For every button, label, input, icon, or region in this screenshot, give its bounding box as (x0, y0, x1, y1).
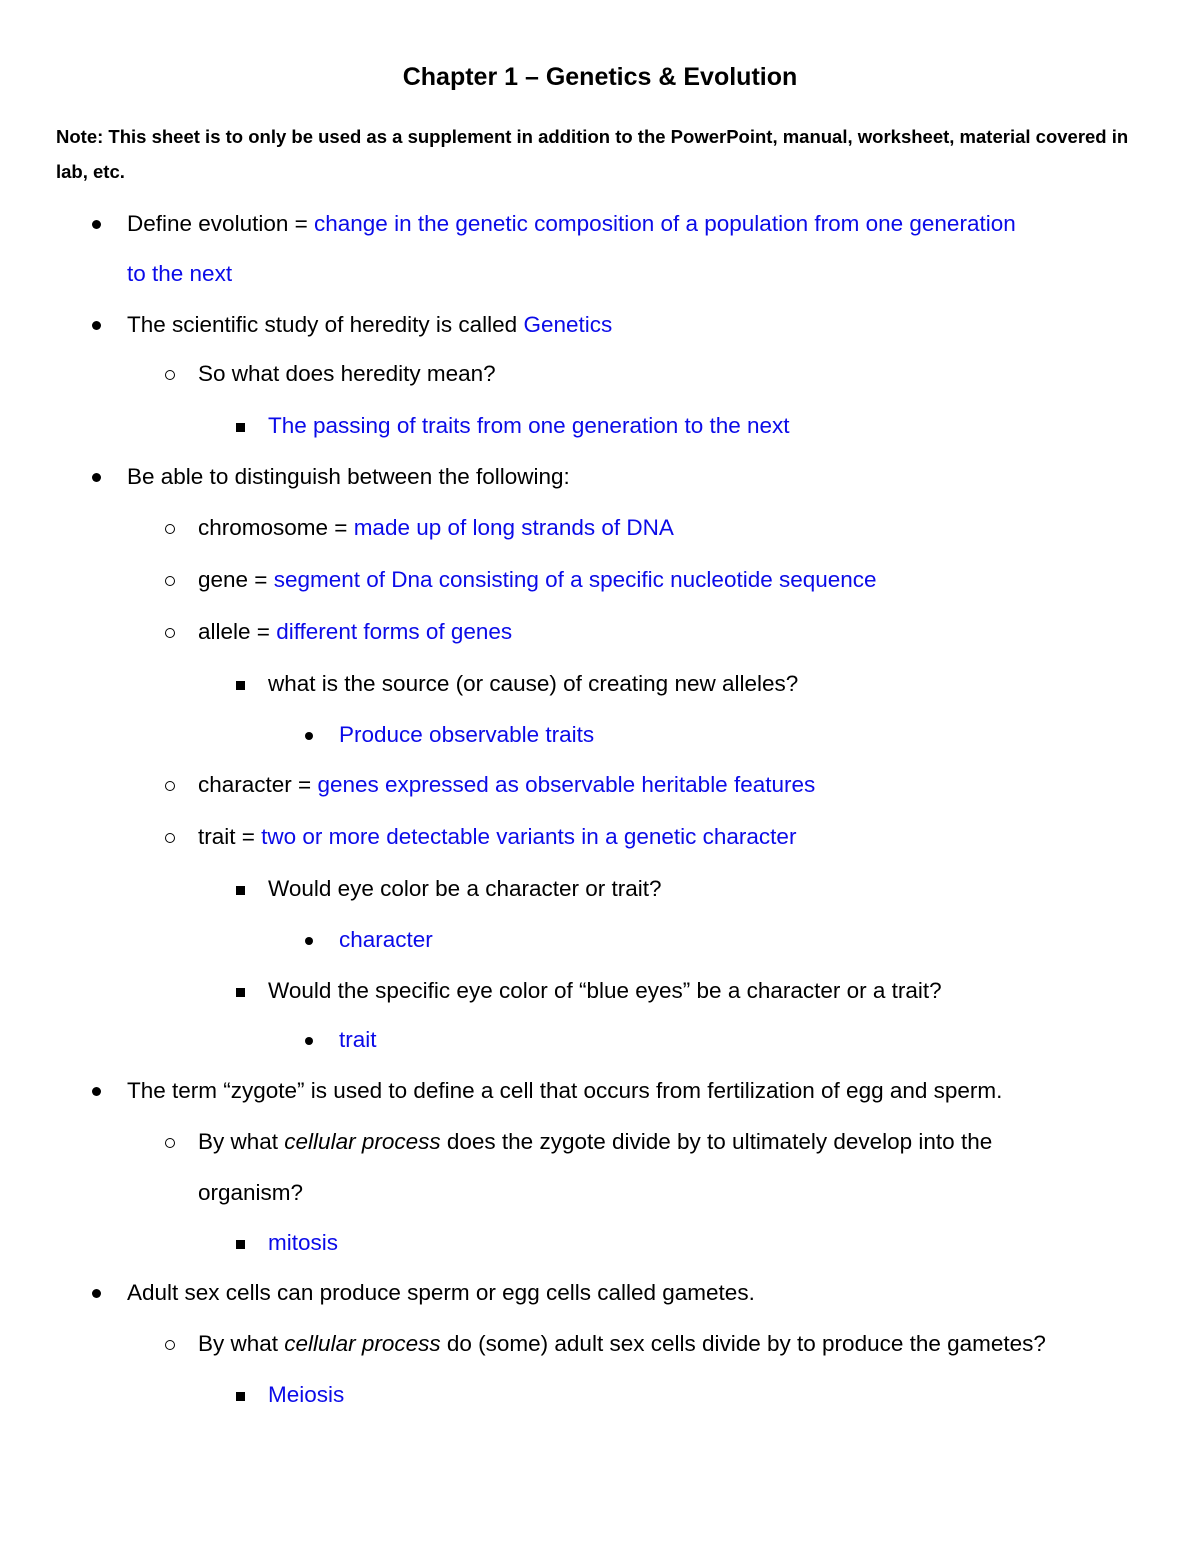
bullet-disc (92, 1289, 101, 1298)
emphasis-text: cellular process (284, 1331, 441, 1356)
sub-question (198, 1127, 992, 1157)
sub-question (198, 1329, 1046, 1359)
list-item-distinguish: Be able to distinguish between the following: (127, 464, 570, 489)
question-text: By what (198, 1331, 285, 1356)
answer-text: segment of Dna consisting of a specific nucleotide sequence (273, 567, 877, 592)
answer-text: different forms of genes (276, 619, 513, 644)
question-text: character = (198, 772, 318, 797)
question-text: allele = (198, 619, 277, 644)
bullet-disc (305, 937, 313, 945)
bullet-disc (92, 321, 101, 330)
question-text: do (some) adult sex cells divide by to produce the gametes? (440, 1331, 1046, 1356)
sub-question: what is the source (or cause) of creating new alleles? (268, 671, 799, 696)
question-text: trait = (198, 824, 262, 849)
bullet-disc (92, 1087, 101, 1096)
bullet-square (236, 886, 245, 895)
bullet-square (236, 681, 245, 690)
term-chromosome (198, 513, 674, 543)
term-character (198, 770, 815, 800)
list-item-zygote: The term “zygote” is used to define a cell that occurs from fertilization of egg and sperm. (127, 1078, 1003, 1103)
list-item-heredity (127, 310, 612, 340)
question-text: does the zygote divide by to ultimately develop into the (440, 1129, 993, 1154)
answer-text: Genetics (523, 312, 613, 337)
answer-text: Produce observable traits (339, 722, 595, 747)
bullet-square (236, 1240, 245, 1249)
bullet-square (236, 423, 245, 432)
question-text: Define evolution = (127, 211, 314, 236)
bullet-circle (165, 1340, 175, 1350)
answer-text: to the next (127, 261, 233, 286)
question-text: gene = (198, 567, 274, 592)
bullet-circle (165, 628, 175, 638)
bullet-circle (165, 370, 175, 380)
sub-question: Would the specific eye color of “blue eyes” be a character or a trait? (268, 978, 942, 1003)
emphasis-text: cellular process (284, 1129, 441, 1154)
bullet-circle (165, 781, 175, 791)
answer-text: character (339, 927, 433, 952)
term-gene (198, 565, 877, 595)
bullet-disc (305, 1037, 313, 1045)
bullet-circle (165, 524, 175, 534)
question-text: The scientific study of heredity is called (127, 312, 524, 337)
bullet-disc (92, 220, 101, 229)
sub-question: So what does heredity mean? (198, 361, 496, 386)
list-item-gametes: Adult sex cells can produce sperm or egg cells called gametes. (127, 1280, 755, 1305)
answer-text: change in the genetic composition of a population from one generation (314, 211, 1016, 236)
bullet-circle (165, 833, 175, 843)
bullet-circle (165, 1138, 175, 1148)
page-title: Chapter 1 – Genetics & Evolution (402, 63, 798, 91)
answer-text: made up of long strands of DNA (353, 515, 674, 540)
list-item-evolution (127, 209, 1016, 239)
term-allele (198, 617, 512, 647)
bullet-square (236, 1392, 245, 1401)
answer-text: two or more detectable variants in a genetic character (261, 824, 797, 849)
bullet-circle (165, 576, 175, 586)
answer-text: genes expressed as observable heritable features (317, 772, 816, 797)
answer-text: mitosis (268, 1230, 339, 1255)
sub-question: Would eye color be a character or trait? (268, 876, 662, 901)
answer-text: trait (339, 1027, 377, 1052)
question-text: chromosome = (198, 515, 354, 540)
question-text: By what (198, 1129, 285, 1154)
term-trait (198, 822, 796, 852)
bullet-disc (92, 473, 101, 482)
sub-question-continued: organism? (198, 1180, 304, 1205)
answer-text: Meiosis (268, 1382, 345, 1407)
note-text: Note: This sheet is to only be used as a supplement in addition to the PowerPoint, manual, worksheet, material covered in lab, etc. (56, 126, 1129, 182)
bullet-disc (305, 732, 313, 740)
bullet-square (236, 988, 245, 997)
answer-text: The passing of traits from one generation to the next (268, 413, 790, 438)
